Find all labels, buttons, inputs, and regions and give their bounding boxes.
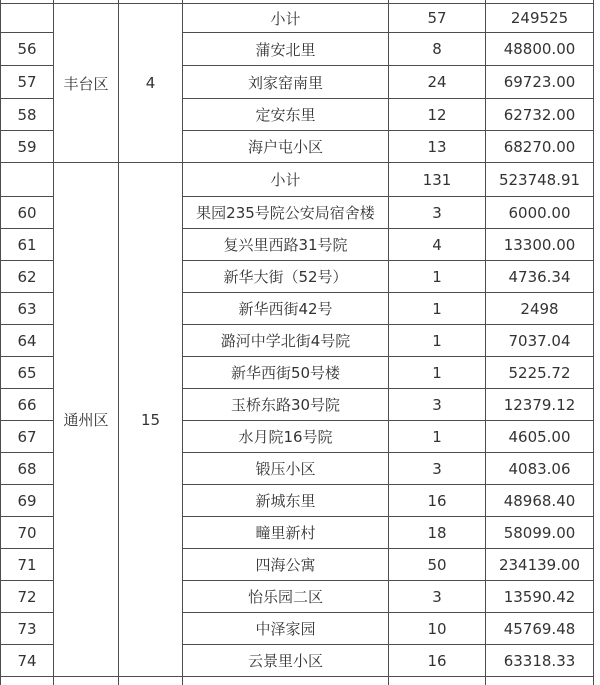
amount-cell: 5225.72 xyxy=(486,357,594,389)
amount-cell: 4736.34 xyxy=(486,261,594,293)
community-name-cell: 海户屯小区 xyxy=(183,131,389,163)
row-number-cell: 73 xyxy=(1,613,54,645)
community-name-cell: 锻压小区 xyxy=(183,453,389,485)
amount-cell: 68270.00 xyxy=(486,131,594,163)
district-cell: 丰台区 xyxy=(54,4,119,163)
table-row-subtotal xyxy=(1,163,594,197)
community-name-cell: 疃里新村 xyxy=(183,517,389,549)
row-number-cell: 60 xyxy=(1,197,54,229)
community-name-cell: 四海公寓 xyxy=(183,549,389,581)
amount-cell: 2498 xyxy=(486,293,594,325)
amount-cell: 48800.00 xyxy=(486,33,594,66)
community-name-cell: 新城东里 xyxy=(183,485,389,517)
amount-cell: 48968.40 xyxy=(486,485,594,517)
district-count-cell xyxy=(119,677,183,685)
community-name-cell: 水月院16号院 xyxy=(183,421,389,453)
amount-cell: 58099.00 xyxy=(486,517,594,549)
amount-cell: 4083.06 xyxy=(486,453,594,485)
row-number-cell: 61 xyxy=(1,229,54,261)
amount-cell: 4605.00 xyxy=(486,421,594,453)
community-name-cell: 定安东里 xyxy=(183,99,389,131)
row-number-cell: 56 xyxy=(1,33,54,66)
amount-cell: 234139.00 xyxy=(486,549,594,581)
row-number-cell: 71 xyxy=(1,549,54,581)
amount-cell: 12379.12 xyxy=(486,389,594,421)
row-number-cell: 67 xyxy=(1,421,54,453)
row-number-cell: 65 xyxy=(1,357,54,389)
amount-cell xyxy=(486,677,594,685)
row-number-cell: 66 xyxy=(1,389,54,421)
community-name-cell: 新华大街（52号） xyxy=(183,261,389,293)
row-number-cell: 58 xyxy=(1,99,54,131)
unit-count-cell: 1 xyxy=(389,325,486,357)
row-number-cell xyxy=(1,163,54,197)
table-row-partial-bottom xyxy=(1,677,594,685)
unit-count-cell: 1 xyxy=(389,357,486,389)
unit-count-cell: 16 xyxy=(389,485,486,517)
unit-count-cell: 3 xyxy=(389,581,486,613)
amount-cell: 45769.48 xyxy=(486,613,594,645)
district-cell xyxy=(54,677,119,685)
community-name-cell: 新华西街42号 xyxy=(183,293,389,325)
amount-cell: 7037.04 xyxy=(486,325,594,357)
unit-count-cell: 12 xyxy=(389,99,486,131)
row-number-cell: 69 xyxy=(1,485,54,517)
amount-cell: 62732.00 xyxy=(486,99,594,131)
row-number-cell: 64 xyxy=(1,325,54,357)
unit-count-cell: 24 xyxy=(389,66,486,99)
row-number-cell xyxy=(1,677,54,685)
row-number-cell: 72 xyxy=(1,581,54,613)
subtotal-count-cell: 131 xyxy=(389,163,486,197)
amount-cell: 6000.00 xyxy=(486,197,594,229)
row-number-cell: 70 xyxy=(1,517,54,549)
community-name-cell: 怡乐园二区 xyxy=(183,581,389,613)
unit-count-cell xyxy=(389,677,486,685)
community-name-cell: 玉桥东路30号院 xyxy=(183,389,389,421)
subtotal-count-cell: 57 xyxy=(389,4,486,33)
amount-cell: 13300.00 xyxy=(486,229,594,261)
community-name-cell: 蒲安北里 xyxy=(183,33,389,66)
unit-count-cell: 3 xyxy=(389,389,486,421)
community-name-cell: 刘家窑南里 xyxy=(183,66,389,99)
subtotal-amount-cell: 249525 xyxy=(486,4,594,33)
unit-count-cell: 1 xyxy=(389,421,486,453)
row-number-cell: 59 xyxy=(1,131,54,163)
subtotal-amount-cell: 523748.91 xyxy=(486,163,594,197)
unit-count-cell: 3 xyxy=(389,453,486,485)
unit-count-cell: 50 xyxy=(389,549,486,581)
community-name-cell xyxy=(183,677,389,685)
amount-cell: 63318.33 xyxy=(486,645,594,677)
subtotal-label-cell: 小计 xyxy=(183,4,389,33)
unit-count-cell: 4 xyxy=(389,229,486,261)
unit-count-cell: 8 xyxy=(389,33,486,66)
community-name-cell: 新华西街50号楼 xyxy=(183,357,389,389)
unit-count-cell: 1 xyxy=(389,261,486,293)
row-number-cell: 74 xyxy=(1,645,54,677)
unit-count-cell: 10 xyxy=(389,613,486,645)
amount-cell: 69723.00 xyxy=(486,66,594,99)
district-cell: 通州区 xyxy=(54,163,119,677)
table-row-subtotal xyxy=(1,4,594,33)
district-count-cell: 15 xyxy=(119,163,183,677)
community-name-cell: 中泽家园 xyxy=(183,613,389,645)
community-name-cell: 云景里小区 xyxy=(183,645,389,677)
community-name-cell: 潞河中学北街4号院 xyxy=(183,325,389,357)
community-name-cell: 复兴里西路31号院 xyxy=(183,229,389,261)
district-count-cell: 4 xyxy=(119,4,183,163)
row-number-cell: 63 xyxy=(1,293,54,325)
unit-count-cell: 3 xyxy=(389,197,486,229)
amount-cell: 13590.42 xyxy=(486,581,594,613)
community-name-cell: 果园235号院公安局宿舍楼 xyxy=(183,197,389,229)
unit-count-cell: 16 xyxy=(389,645,486,677)
unit-count-cell: 1 xyxy=(389,293,486,325)
unit-count-cell: 18 xyxy=(389,517,486,549)
subtotal-label-cell: 小计 xyxy=(183,163,389,197)
row-number-cell: 57 xyxy=(1,66,54,99)
row-number-cell xyxy=(1,4,54,33)
row-number-cell: 62 xyxy=(1,261,54,293)
row-number-cell: 68 xyxy=(1,453,54,485)
unit-count-cell: 13 xyxy=(389,131,486,163)
